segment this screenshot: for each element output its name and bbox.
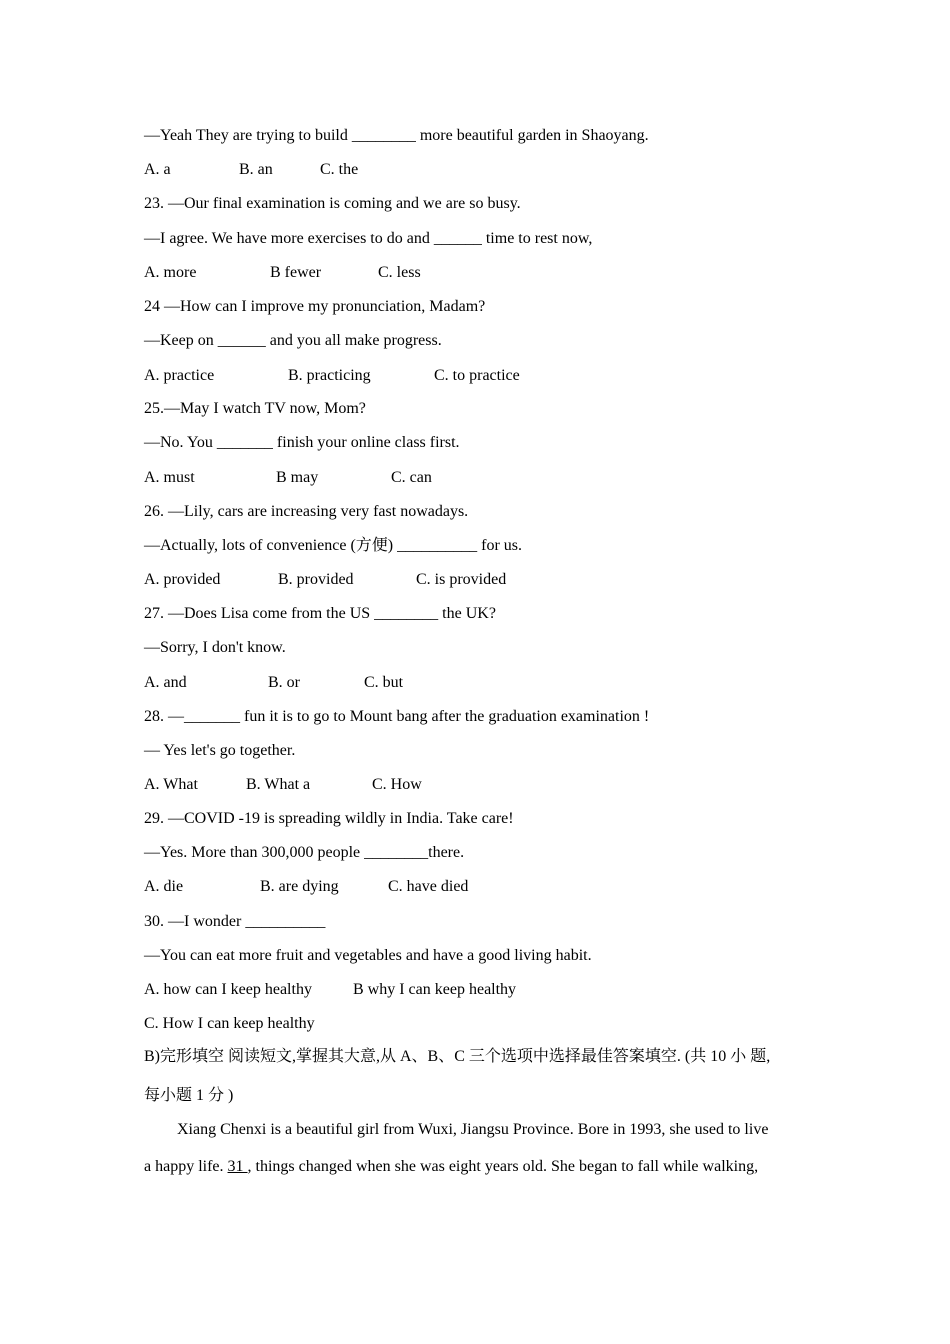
q22-answer-line: —Yeah They are trying to build ________ more beautiful garden in Shaoyang. [144,127,649,144]
q23-option-c: C. less [378,264,421,281]
q28-option-b: B. What a [246,776,311,793]
q23-option-a: A. more [144,264,197,281]
q22-option-b: B. an [239,161,273,178]
cloze-blank-31: 31 [227,1158,248,1175]
q23-option-b: B fewer [270,264,322,281]
passage-line-2-end: , things changed when she was eight years old. She began to fall while walking, [247,1158,759,1175]
q28-answer-line: — Yes let's go together. [144,742,296,759]
q29-question: 29. —COVID -19 is spreading wildly in India. Take care! [144,810,514,827]
q28-option-a: A. What [144,776,198,793]
q26-option-b: B. provided [278,571,354,588]
q24-option-b: B. practicing [288,367,371,384]
q27-question: 27. —Does Lisa come from the US ________ the UK? [144,605,496,622]
q27-answer-line: —Sorry, I don't know. [144,639,286,656]
q27-option-b: B. or [268,674,300,691]
q30-question: 30. —I wonder __________ [144,913,326,930]
q30-option-c: C. How I can keep healthy [144,1015,315,1032]
q29-option-a: A. die [144,878,184,895]
q28-question: 28. —_______ fun it is to go to Mount bang after the graduation examination ! [144,708,650,725]
q25-option-b: B may [276,469,319,486]
q24-question: 24 —How can I improve my pronunciation, Madam? [144,298,486,315]
q30-option-b: B why I can keep healthy [353,981,517,998]
q25-option-c: C. can [391,469,432,486]
passage-line-2-start: a happy life. [144,1158,224,1175]
section-b-heading-line-2: 每小题 1 分 ) [144,1087,234,1104]
q30-option-a: A. how can I keep healthy [144,981,312,998]
q23-question: 23. —Our final examination is coming and we are so busy. [144,195,521,212]
q30-answer-line: —You can eat more fruit and vegetables and have a good living habit. [144,947,592,964]
q24-option-a: A. practice [144,367,215,384]
q26-answer-line: —Actually, lots of convenience (方便) __________ for us. [144,537,522,554]
q29-answer-line: —Yes. More than 300,000 people ________there. [144,844,465,861]
section-b-heading-line-1: B)完形填空 阅读短文,掌握其大意,从 A、B、C 三个选项中选择最佳答案填空. (共 10 小 题, [144,1048,771,1065]
q25-option-a: A. must [144,469,195,486]
q27-option-a: A. and [144,674,187,691]
q26-option-a: A. provided [144,571,221,588]
q23-answer-line: —I agree. We have more exercises to do and ______ time to rest now, [144,230,593,247]
q22-option-a: A. a [144,161,171,178]
q24-answer-line: —Keep on ______ and you all make progress. [144,332,442,349]
q29-option-c: C. have died [388,878,469,895]
q22-option-c: C. the [320,161,359,178]
q25-question: 25.—May I watch TV now, Mom? [144,400,366,417]
passage-line-2 [144,1157,758,1177]
q24-option-c: C. to practice [434,367,520,384]
q26-question: 26. —Lily, cars are increasing very fast nowadays. [144,503,469,520]
passage-line-1: Xiang Chenxi is a beautiful girl from Wuxi, Jiangsu Province. Bore in 1993, she used to live [177,1121,769,1138]
q29-option-b: B. are dying [260,878,339,895]
q26-option-c: C. is provided [416,571,507,588]
q27-option-c: C. but [364,674,404,691]
q25-answer-line: —No. You _______ finish your online class first. [144,434,460,451]
q28-option-c: C. How [372,776,422,793]
